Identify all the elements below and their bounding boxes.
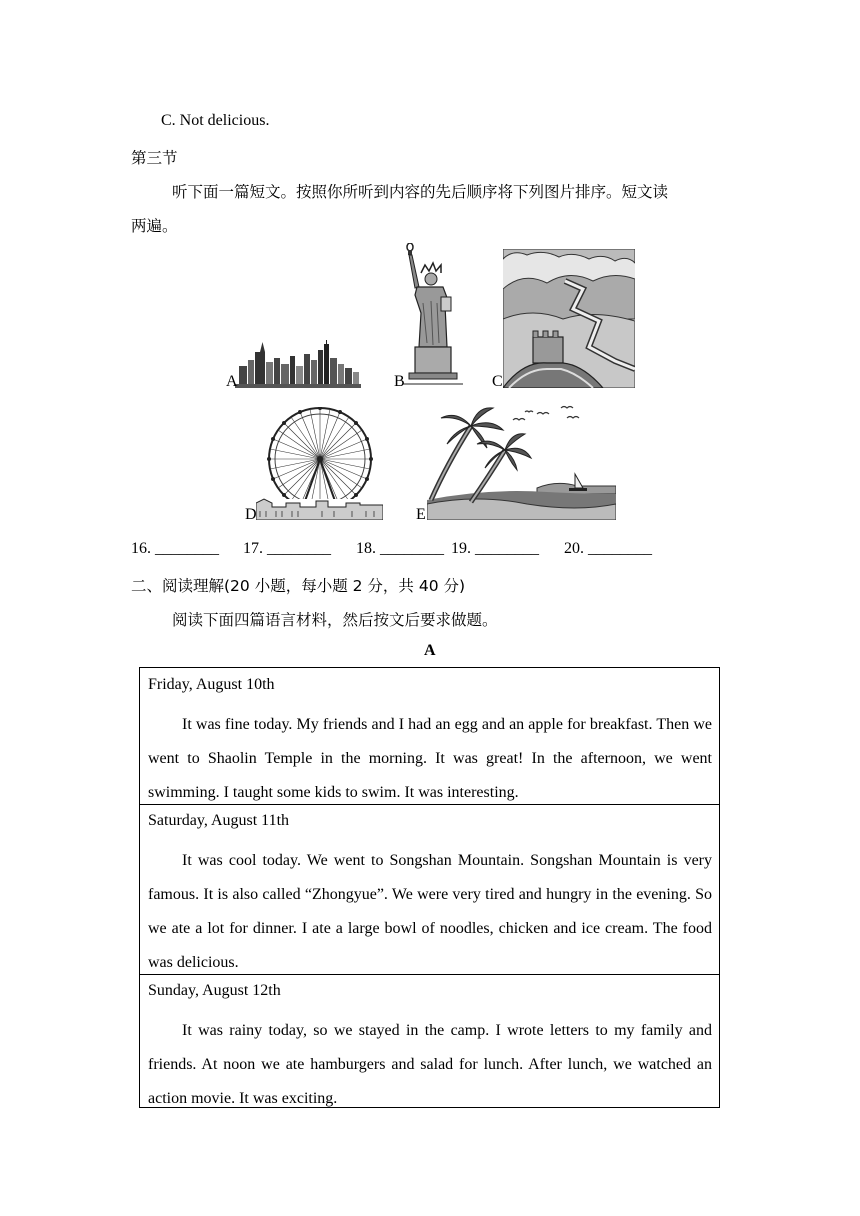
diary-entry-sunday <box>140 974 719 1107</box>
part2-instruction: 阅读下面四篇语言材料，然后按文后要求做题。 <box>172 611 498 629</box>
diary-text: It was fine today. My friends and I had an egg and an apple for breakfast. Then we went to Shaolin Temple in the morning. It was great! In the afternoon, we went swimming. I taught some kids to swim. It was interesting. <box>148 716 712 801</box>
picture-e-label: E <box>416 506 426 523</box>
great-wall-picture <box>503 249 635 388</box>
city-skyline-picture <box>235 340 361 388</box>
ferris-wheel-picture <box>256 407 383 520</box>
part2-heading: 二、阅读理解(20 小题，每小题 2 分，共 40 分) <box>131 577 466 595</box>
diary-text: It was rainy today, so we stayed in the camp. I wrote letters to my family and friends. At noon we ate hamburgers and salad for lunch. After lunch, we watched an action movie. It was exciting. <box>148 1022 712 1107</box>
answer-blank-18[interactable]: 18. ________ <box>356 540 444 557</box>
answer-blank-19[interactable]: 19. ________ <box>451 540 539 557</box>
statue-of-liberty-picture <box>403 243 463 385</box>
diary-date: Sunday, August 12th <box>148 982 281 999</box>
diary-text: It was cool today. We went to Songshan Mountain. Songshan Mountain is very famous. It is also called “Zhongyue”. We were very tired and hungry in the evening. So we ate a lot for dinner. I ate a large bowl of noodles, chicken and ice cream. The food was delicious. <box>148 852 712 971</box>
diary-entry-saturday <box>140 804 719 975</box>
answer-blank-20[interactable]: 20. ________ <box>564 540 652 557</box>
picture-a-label: A <box>226 373 238 390</box>
answer-blank-17[interactable]: 17. ________ <box>243 540 331 557</box>
previous-option-c: C. Not delicious. <box>161 112 270 129</box>
diary-date: Friday, August 10th <box>148 676 275 693</box>
passage-a-label: A <box>424 642 436 659</box>
beach-palm-trees-picture <box>427 404 616 520</box>
picture-c-label: C <box>492 373 503 390</box>
section3-heading: 第三节 <box>131 149 178 167</box>
section3-instruction-line1: 听下面一篇短文。按照你所听到内容的先后顺序将下列图片排序。短文读 <box>172 183 669 201</box>
diary-date: Saturday, August 11th <box>148 812 290 829</box>
answer-blank-16[interactable]: 16. ________ <box>131 540 219 557</box>
picture-b-label: B <box>394 373 405 390</box>
picture-d-label: D <box>245 506 257 523</box>
section3-instruction-line2: 两遍。 <box>131 217 178 235</box>
diary-entry-friday <box>140 668 719 805</box>
diary-table <box>139 667 720 1108</box>
